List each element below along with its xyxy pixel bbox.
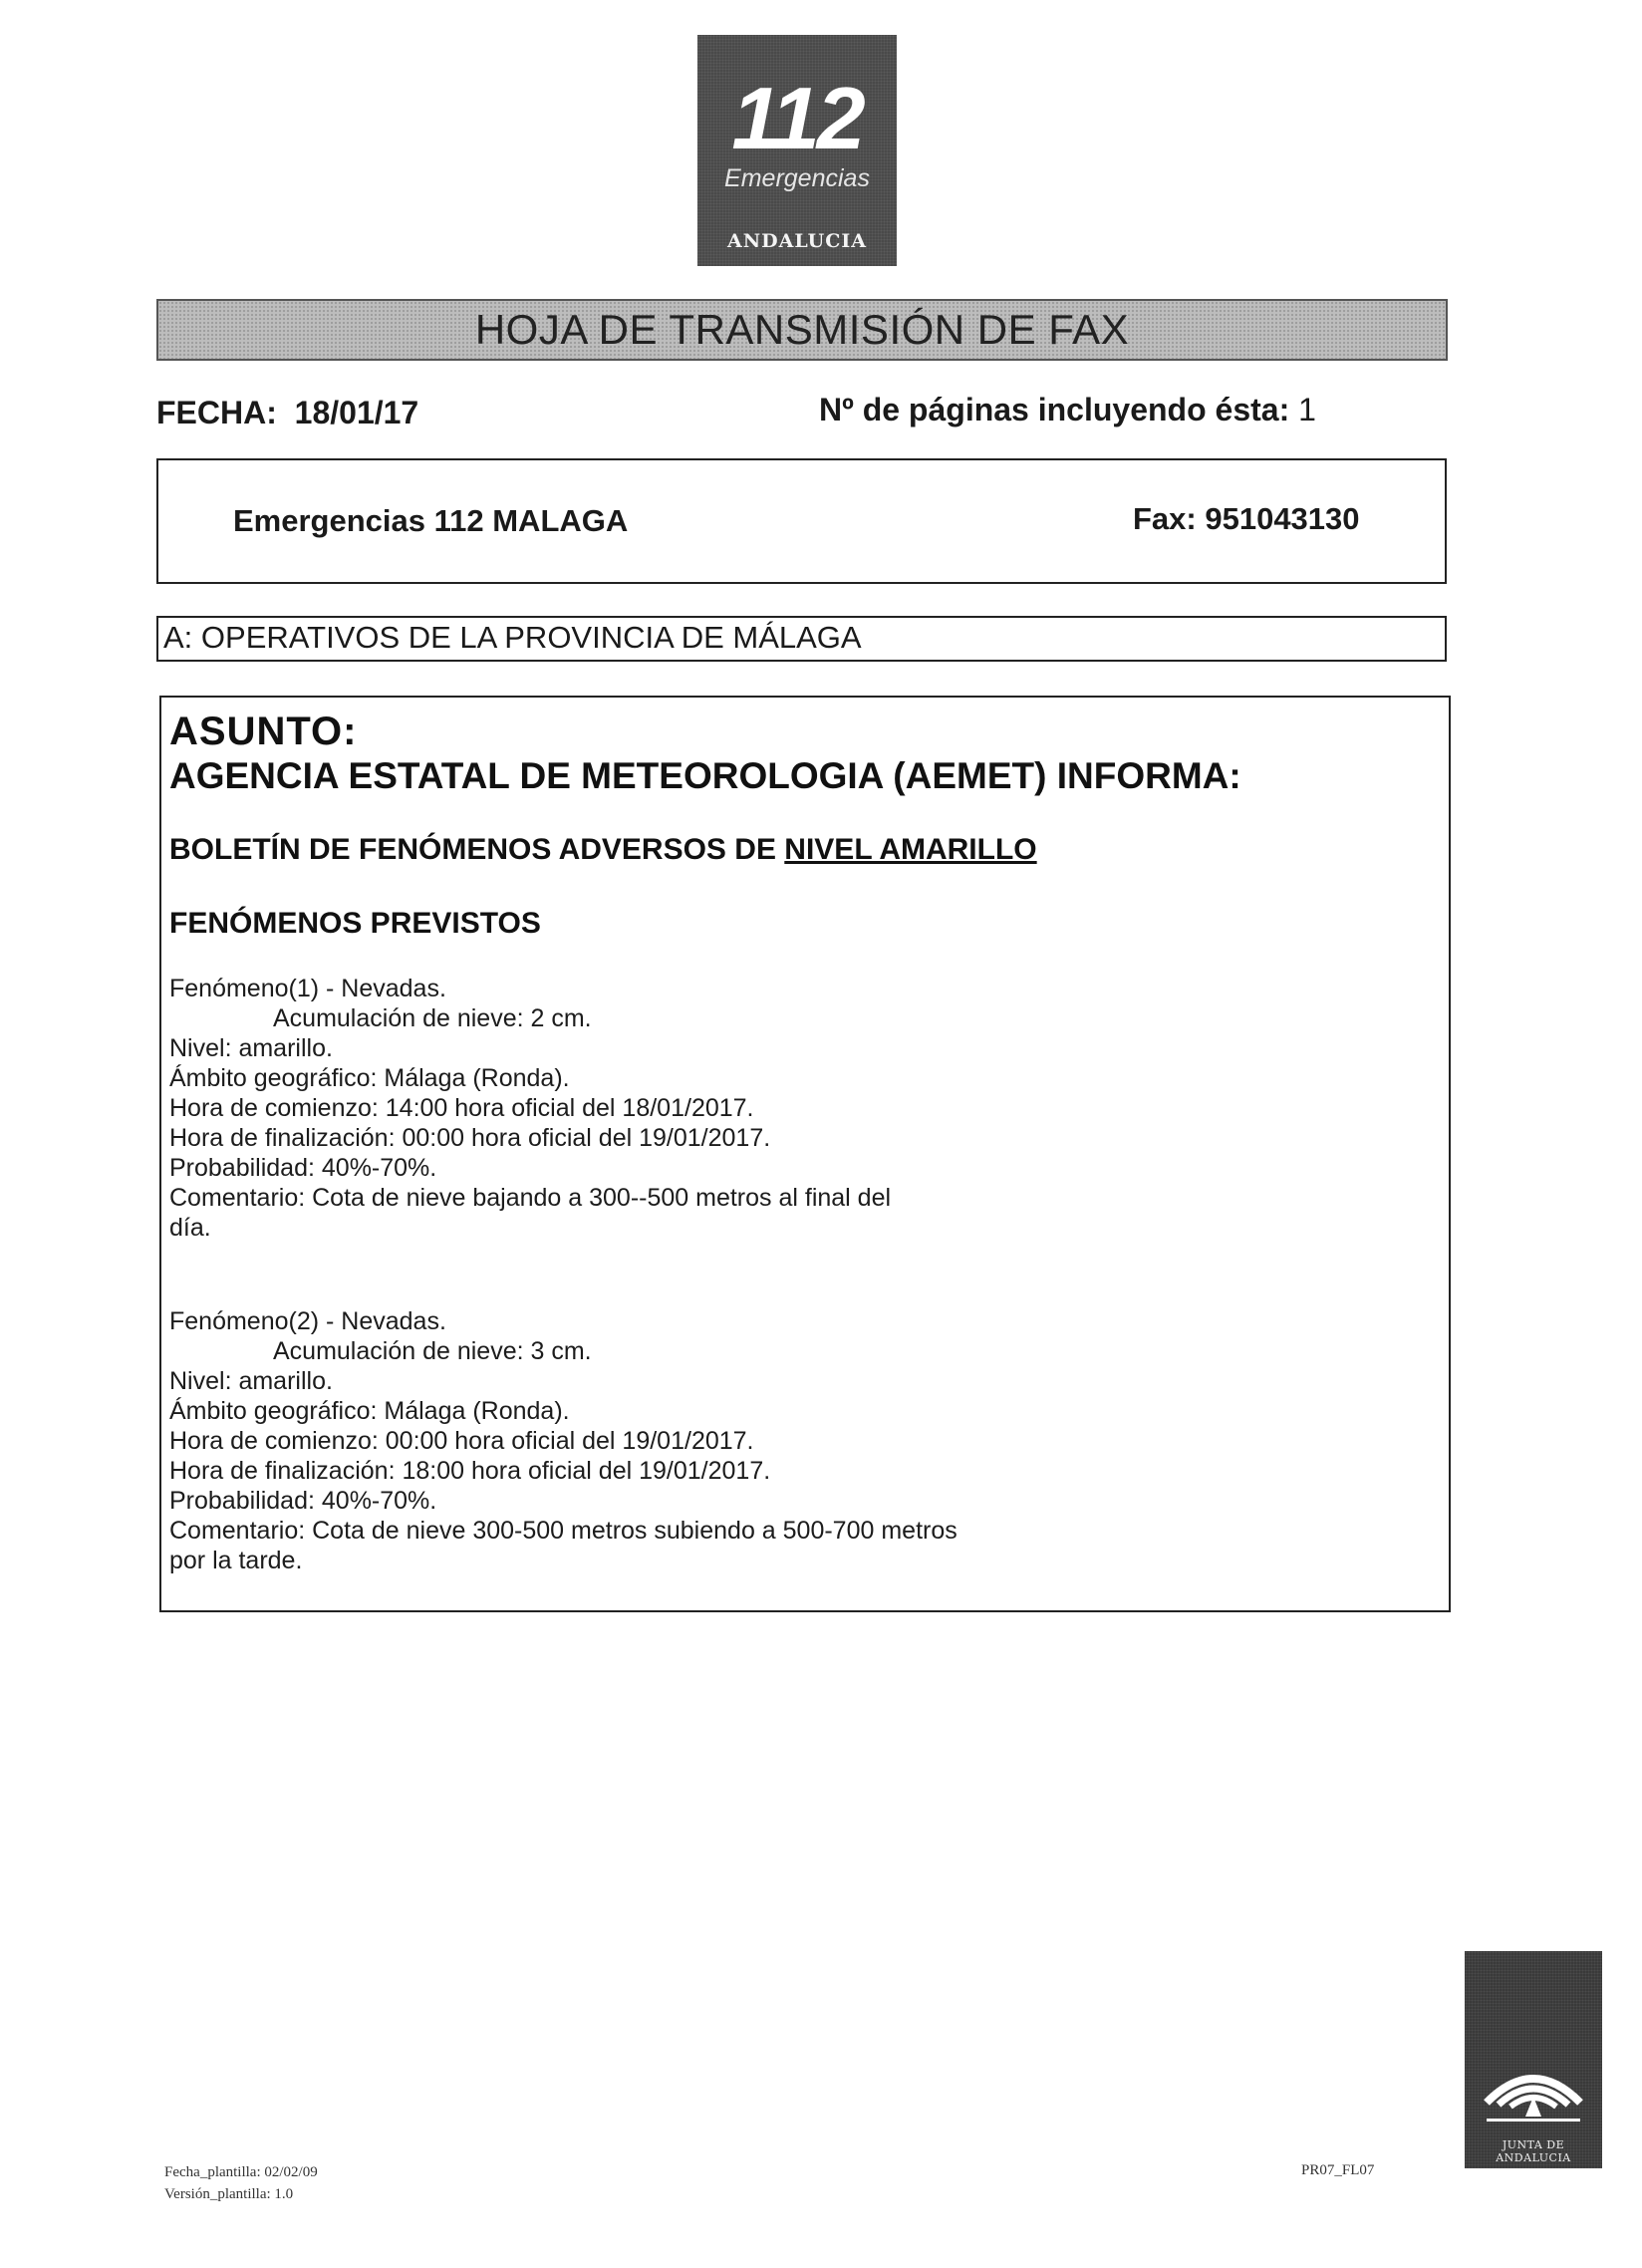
document-title: HOJA DE TRANSMISIÓN DE FAX — [156, 299, 1448, 361]
junta-emblem-icon — [1465, 1951, 1602, 2130]
pages-label: Nº de páginas incluyendo ésta: — [819, 392, 1290, 427]
phenomenon-area: Ámbito geográfico: Málaga (Ronda). — [169, 1397, 570, 1425]
phenomenon-2 — [169, 1307, 1365, 1576]
phenomenon-end: Hora de finalización: 00:00 hora oficial del 19/01/2017. — [169, 1124, 771, 1152]
fecha-label: FECHA: — [156, 395, 277, 430]
phenomenon-1 — [169, 975, 1365, 1244]
document-code: PR07_FL07 — [1301, 2162, 1375, 2178]
logo-region: ANDALUCIA — [727, 230, 867, 252]
bulletin-prefix: BOLETÍN DE FENÓMENOS ADVERSOS DE — [169, 833, 776, 866]
sender-fax: Fax: 951043130 — [1133, 501, 1360, 536]
junta-andalucia-logo — [1465, 1951, 1602, 2168]
phenomenon-title: Fenómeno(1) - Nevadas. — [169, 975, 446, 1002]
logo-subtitle: Emergencias — [724, 164, 870, 192]
phenomenon-end: Hora de finalización: 18:00 hora oficial del 19/01/2017. — [169, 1457, 771, 1485]
junta-text: JUNTA DE ANDALUCIA — [1496, 2138, 1571, 2164]
bulletin-title — [169, 833, 1037, 867]
sender-name: Emergencias 112 MALAGA — [233, 503, 629, 538]
pages-row — [819, 392, 1316, 428]
phenomenon-level: Nivel: amarillo. — [169, 1367, 333, 1395]
phenomenon-comment-cont: día. — [169, 1214, 211, 1242]
recipient-box — [156, 616, 1447, 662]
phenomenon-accumulation: Acumulación de nieve: 3 cm. — [273, 1337, 592, 1365]
fecha-row — [156, 395, 418, 431]
subject-box — [159, 696, 1451, 1612]
section-title: FENÓMENOS PREVISTOS — [169, 907, 541, 940]
fecha-value: 18/01/17 — [294, 395, 419, 430]
template-date: Fecha_plantilla: 02/02/09 — [164, 2164, 318, 2180]
phenomenon-comment: Comentario: Cota de nieve bajando a 300--500 metros al final del — [169, 1184, 892, 1212]
phenomenon-level: Nivel: amarillo. — [169, 1034, 333, 1062]
template-version: Versión_plantilla: 1.0 — [164, 2186, 294, 2202]
subject-label: ASUNTO: — [169, 709, 358, 753]
phenomenon-comment: Comentario: Cota de nieve 300-500 metros subiendo a 500-700 metros — [169, 1517, 958, 1545]
phenomenon-comment-cont: por la tarde. — [169, 1547, 303, 1574]
sender-box — [156, 458, 1447, 584]
phenomenon-start: Hora de comienzo: 14:00 hora oficial del 18/01/2017. — [169, 1094, 754, 1122]
phenomenon-area: Ámbito geográfico: Málaga (Ronda). — [169, 1064, 570, 1092]
emergencias-112-logo — [697, 35, 897, 266]
logo-number: 112 — [731, 69, 863, 167]
phenomenon-start: Hora de comienzo: 00:00 hora oficial del 19/01/2017. — [169, 1427, 754, 1455]
phenomenon-probability: Probabilidad: 40%-70%. — [169, 1487, 437, 1515]
phenomenon-accumulation: Acumulación de nieve: 2 cm. — [273, 1004, 592, 1032]
phenomenon-title: Fenómeno(2) - Nevadas. — [169, 1307, 446, 1335]
bulletin-level: NIVEL AMARILLO — [784, 833, 1037, 866]
subject-line: AGENCIA ESTATAL DE METEOROLOGIA (AEMET) INFORMA: — [169, 755, 1241, 796]
recipient: A: OPERATIVOS DE LA PROVINCIA DE MÁLAGA — [163, 620, 862, 655]
phenomenon-probability: Probabilidad: 40%-70%. — [169, 1154, 437, 1182]
pages-value: 1 — [1298, 392, 1316, 427]
